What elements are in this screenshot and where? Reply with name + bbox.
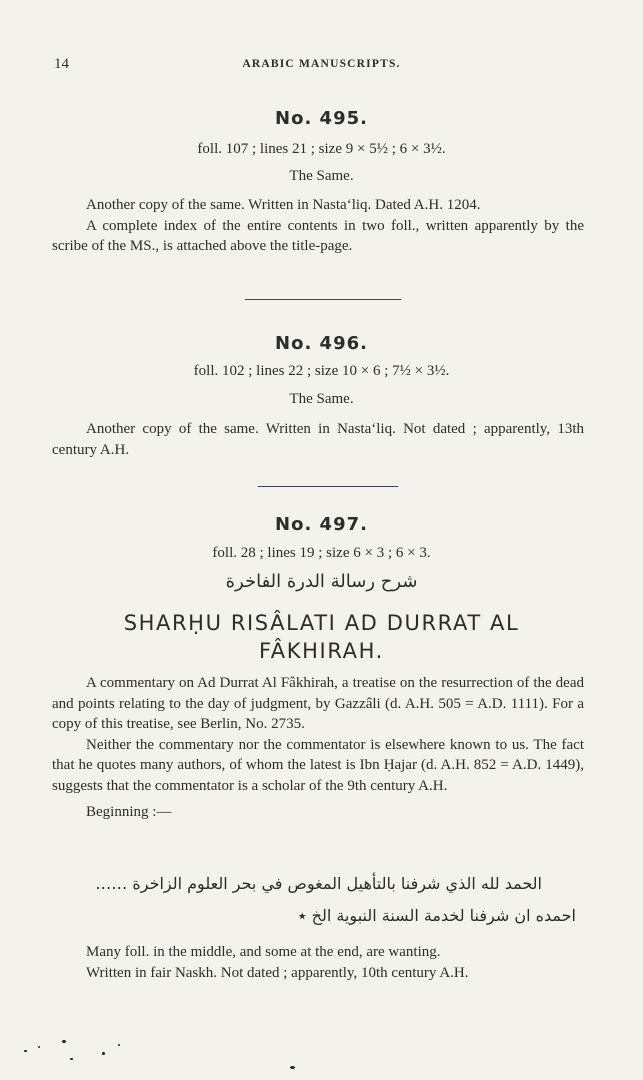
page-number: 14 — [54, 56, 69, 72]
speck — [38, 1046, 40, 1048]
entry-497-paragraph-3: Many foll. in the middle, and some at the end, are wanting. — [86, 944, 441, 960]
entry-496-meta: foll. 102 ; lines 22 ; size 10 × 6 ; 7½ × 3½. — [193, 363, 450, 379]
speck — [118, 1044, 120, 1046]
speck — [62, 1040, 66, 1043]
entry-496-title: The Same. — [289, 391, 354, 407]
entry-497-title-line-2: FÂKHIRAH. — [259, 639, 384, 663]
entry-497-paragraph-2: Neither the commentary nor the commentator is elsewhere known to us. The fact that he quotes many authors, of whom the latest is Ibn Ḥajar (d. A.H. 852 = A.D. 1449), suggests that the commentator is a scholar of the 9th century A.H. — [52, 736, 584, 794]
entry-495-paragraph-1: Another copy of the same. Written in Nasta‘liq. Dated A.H. 1204. — [86, 197, 481, 213]
entry-497-number: No. 497. — [275, 514, 368, 535]
entry-496-number: No. 496. — [275, 333, 368, 354]
speck — [102, 1052, 105, 1055]
entry-497-description — [52, 673, 584, 823]
entry-497-arabic-title: شرح رسالة الدرة الفاخرة — [225, 571, 418, 592]
running-head: ARABIC MANUSCRIPTS. — [242, 58, 401, 70]
entry-496-paragraph-1: Another copy of the same. Written in Nasta‘liq. Not dated ; apparently, 13th century A.H. — [52, 421, 584, 458]
entry-496-description — [52, 419, 584, 460]
entry-497-paragraph-4: Written in fair Naskh. Not dated ; apparently, 10th century A.H. — [86, 964, 469, 981]
section-divider — [245, 299, 401, 300]
entry-497-paragraph-1: A commentary on Ad Durrat Al Fâkhirah, a treatise on the resurrection of the dead and points relating to the day of judgment, by Gazzâli (d. A.H. 505 = A.D. 1111). For a copy of this treatise, see Berlin, No. 2735. — [52, 675, 584, 732]
entry-497-arabic-incipit-1: الحمد لله الذي شرفنا بالتأهيل المغوص في بحر العلوم الزاخرة …… — [95, 874, 542, 893]
section-divider — [258, 486, 398, 487]
entry-497-beginning-label: Beginning :— — [86, 804, 172, 820]
entry-495-meta: foll. 107 ; lines 21 ; size 9 × 5½ ; 6 × 3½. — [197, 141, 446, 157]
entry-497-arabic-incipit-2: احمده ان شرفنا لخدمة السنة النبوية الخ ٭ — [297, 906, 576, 925]
entry-497-notes — [52, 942, 584, 983]
entry-495-paragraph-2: A complete index of the entire contents in two foll., written apparently by the scribe of the MS., is attached above the title-page. — [52, 217, 584, 254]
entry-495-description — [52, 195, 584, 257]
entry-497-meta: foll. 28 ; lines 19 ; size 6 × 3 ; 6 × 3. — [212, 545, 431, 561]
speck — [70, 1058, 73, 1060]
speck — [24, 1050, 27, 1052]
entry-497-title-line-1: SHARḤU RISÂLATI AD DURRAT AL — [123, 611, 520, 635]
entry-495-title: The Same. — [289, 168, 354, 184]
entry-495-number: No. 495. — [275, 108, 368, 129]
speck — [290, 1066, 295, 1069]
